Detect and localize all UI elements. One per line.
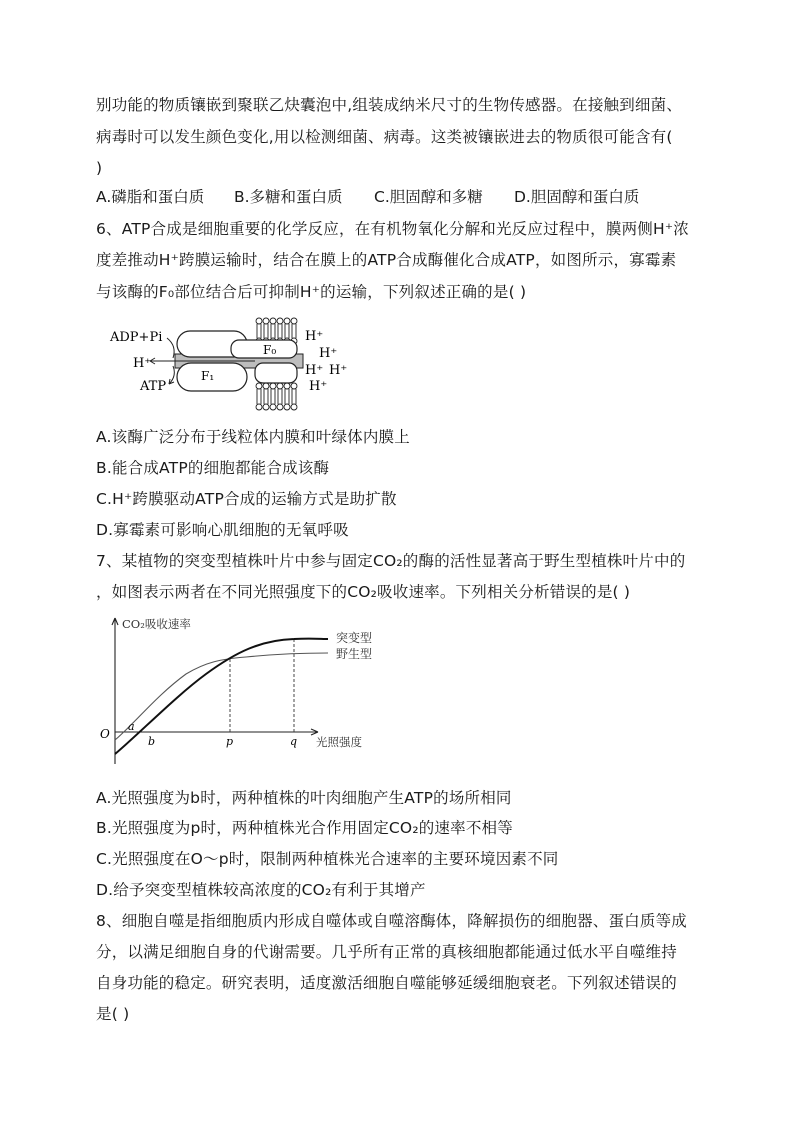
origin-label: O bbox=[100, 727, 110, 741]
q6-option-d[interactable]: D.寡霉素可影响心肌细胞的无氧呼吸 bbox=[96, 521, 349, 539]
f1-label: F₁ bbox=[201, 369, 215, 383]
adp-pi-label: ADP+Pi bbox=[110, 330, 163, 345]
x-axis-label: 光照强度 bbox=[316, 735, 362, 749]
q7-option-b[interactable]: B.光照强度为p时，两种植株光合作用固定CO₂的速率不相等 bbox=[96, 819, 513, 837]
h-right-label-1: H⁺ bbox=[305, 329, 324, 344]
q8-line-3: 自身功能的稳定。研究表明，适度激活细胞自噬能够延缓细胞衰老。下列叙述错误的 bbox=[96, 974, 677, 992]
h-left-label: H⁺ bbox=[133, 356, 152, 371]
q5-option-a[interactable]: A.磷脂和蛋白质 bbox=[96, 188, 205, 206]
q5-line-3: ) bbox=[96, 159, 103, 177]
q8-line-1: 8、细胞自噬是指细胞质内形成自噬体或自噬溶酶体，降解损伤的细胞器、蛋白质等成 bbox=[96, 912, 687, 930]
legend-wild-type: 野生型 bbox=[336, 647, 373, 661]
x-tick-label-b: b bbox=[148, 735, 156, 748]
h-right-label-4: H⁺ bbox=[329, 363, 348, 378]
q7-option-a[interactable]: A.光照强度为b时，两种植株的叶肉细胞产生ATP的场所相同 bbox=[96, 789, 512, 807]
q7-option-c[interactable]: C.光照强度在O～p时，限制两种植株光合速率的主要环境因素不同 bbox=[96, 850, 559, 868]
q6-line-2: 度差推动H⁺跨膜运输时，结合在膜上的ATP合成酶催化合成ATP，如图所示，寡霉素 bbox=[96, 251, 677, 269]
q5-options bbox=[96, 186, 639, 208]
atp-synthase-figure bbox=[105, 314, 365, 414]
q5-line-2: 病毒时可以发生颜色变化,用以检测细菌、病毒。这类被镶嵌进去的物质很可能含有( bbox=[96, 128, 673, 146]
co2-absorption-chart bbox=[96, 614, 396, 776]
arrow-adp bbox=[167, 338, 174, 358]
f0-bottom bbox=[255, 363, 297, 383]
q7-option-d[interactable]: D.给予突变型植株较高浓度的CO₂有利于其增产 bbox=[96, 881, 426, 899]
q6-line-3: 与该酶的F₀部位结合后可抑制H⁺的运输，下列叙述正确的是( ) bbox=[96, 283, 527, 301]
atp-label: ATP bbox=[140, 379, 167, 394]
q8-line-2: 分，以满足细胞自身的代谢需要。几乎所有正常的真核细胞都能通过低水平自噬维持 bbox=[96, 943, 677, 961]
q6-option-a[interactable]: A.该酶广泛分布于线粒体内膜和叶绿体内膜上 bbox=[96, 428, 410, 446]
q6-option-b[interactable]: B.能合成ATP的细胞都能合成该酶 bbox=[96, 459, 330, 477]
h-right-label-2: H⁺ bbox=[319, 346, 338, 361]
h-right-label-5: H⁺ bbox=[309, 379, 328, 394]
membrane-bottom bbox=[256, 383, 297, 410]
q5-option-c[interactable]: C.胆固醇和多糖 bbox=[374, 188, 483, 206]
x-tick-label-p: p bbox=[226, 735, 234, 748]
legend-mutant: 突变型 bbox=[336, 631, 373, 645]
q6-line-1: 6、ATP合成是细胞重要的化学反应，在有机物氧化分解和光反应过程中，膜两侧H⁺浓 bbox=[96, 220, 689, 238]
q5-line-1: 别功能的物质镶嵌到聚联乙炔囊泡中,组装成纳米尺寸的生物传感器。在接触到细菌、 bbox=[96, 96, 683, 114]
q5-option-b[interactable]: B.多糖和蛋白质 bbox=[234, 188, 343, 206]
point-label-a: a bbox=[128, 720, 135, 733]
y-axis-label: CO₂吸收速率 bbox=[122, 617, 191, 631]
f0-label: F₀ bbox=[263, 343, 277, 357]
q5-option-d[interactable]: D.胆固醇和蛋白质 bbox=[514, 188, 640, 206]
q7-line-1: 7、某植物的突变型植株叶片中参与固定CO₂的酶的活性显著高于野生型植株叶片中的 bbox=[96, 552, 686, 570]
h-right-label-3: H⁺ bbox=[305, 363, 324, 378]
q8-line-4: 是( ) bbox=[96, 1005, 130, 1023]
q6-option-c[interactable]: C.H⁺跨膜驱动ATP合成的运输方式是助扩散 bbox=[96, 490, 397, 508]
q7-line-2: ，如图表示两者在不同光照强度下的CO₂吸收速率。下列相关分析错误的是( ) bbox=[96, 583, 631, 601]
x-tick-label-q: q bbox=[290, 735, 298, 748]
series-wild-type-line bbox=[115, 653, 328, 740]
